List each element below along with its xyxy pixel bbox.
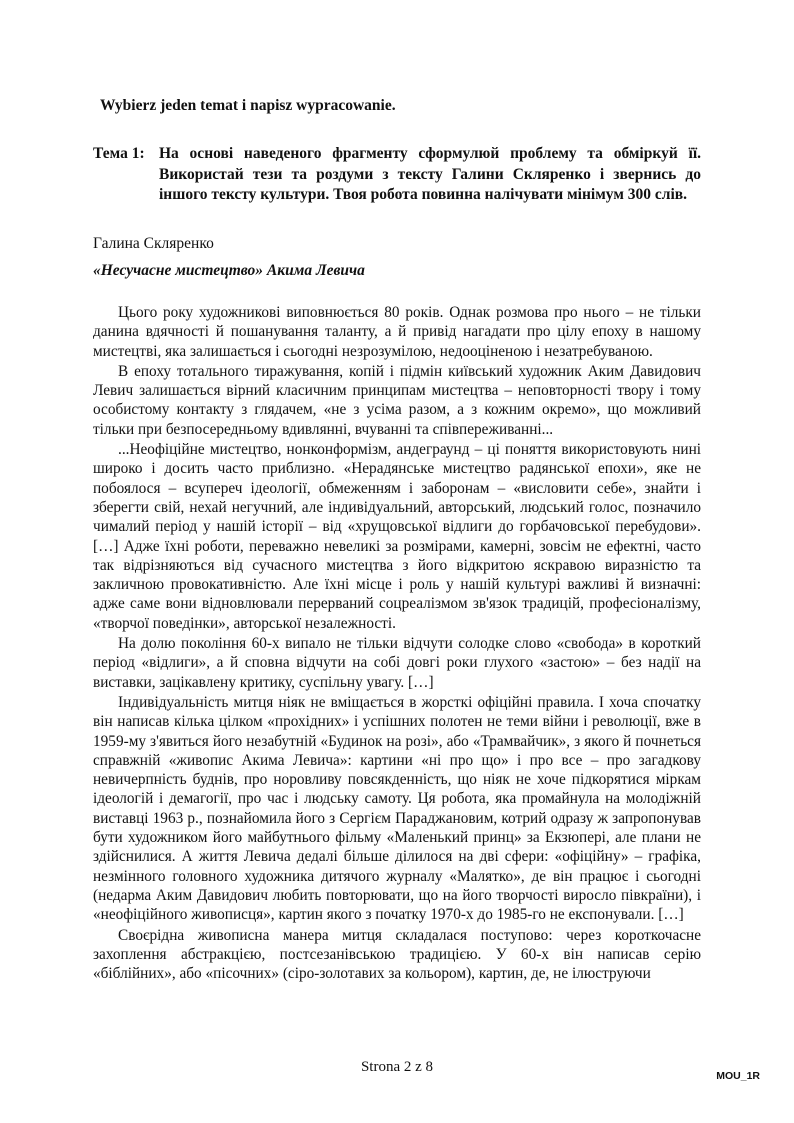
paragraph: Цього року художникові виповнюється 80 років. Однак розмова про нього – не тільки данина вдячності й пошанування таланту, а й привід нагадати про цілу епоху в нашому мистецтві, яка залишається і сьогодні незрозумілою, недооціненою і незатребуваною. [93,304,701,360]
paragraph: ...Неофіційне мистецтво, нонконформізм, андеграунд – ці поняття використовують нині широко і досить часто приблизно. «Нерадянське мистецтво радянської епохи», яке не побоялося – всупереч ідеології, обмеженням і заборонам – «висловити себе», знайти і зберегти свій, нехай негучний, але індивідуальний, авторський, людський голос, позначило чималий період у нашій історії – від «хрущовської відлиги до горбачовської перебудови». […] Адже їхні роботи, переважно невеликі за розмірами, камерні, зовсім не ефектні, часто так відрізняються від сучасного мистецтва з його відкритою яскравою виразністю та закличною провокативністю. Але їхні місце і роль у нашій культурі важливі й визначні: адже саме вони відновлювали перерваний соцреалізмом зв'язок традицій, професіоналізму, «творчої поведінки», авторської незалежності. [93,441,701,632]
paragraph: На долю покоління 60-х випало не тільки відчути солодке слово «свобода» в короткий період «відлиги», а й сповна відчути на собі довгі роки глухого «застою» – без надії на виставки, зацікавлену критику, суспільну увагу. […] [93,635,701,691]
topic-text: На основі наведеного фрагменту сформулюй проблему та обміркуй її. Використай тези та роздуми з тексту Галини Скляренко і звернись до іншого тексту культури. Твоя робота повинна налічувати мінімум 300 слів. [159,145,701,203]
page-number: Strona 2 z 8 [360,1059,434,1075]
exam-instruction: Wybierz jeden temat i napisz wypracowanie. [100,97,396,114]
paragraph: В епоху тотального тиражування, копій і підмін київський художник Аким Давидович Левич залишається вірний класичним принципам мистецтва – неповторності твору і тому особистому контакту з глядачем, «не з усіма разом, а з кожним окремо», що можливий тільки при безпосередньому вдивлянні, вчуванні та співпереживанні... [93,362,701,438]
topic-label: Тема 1: [93,145,145,162]
author-name: Галина Скляренко [93,235,214,252]
article-title: «Несучасне мистецтво» Акима Левича [93,262,365,279]
paragraph: Індивідуальність митця ніяк не вміщається в жорсткі офіційні правила. І хоча спочатку він написав кілька цілком «прохідних» і успішних полотен не теми війни і революції, вже в 1959-му з'явиться його незабутній «Будинок на розі», або «Трамвайчик», з якого й почнеться справжній «живопис Акима Левича»: картини «ні про що» і про все – про загадкову невичерпність буднів, про норовливу повсякденність, що ніяк не хоче підкорятися міркам ідеологій і демагогії, про час і людську самоту. Ця робота, яка промайнула на молодіжній виставці 1963 р., познайомила його з Сергієм Параджановим, котрий одразу ж запропонував бути художником його майбутнього фільму «Маленький принц» за Екзюпері, але плани не здійснилися. А життя Левича дедалі більше ділилося на дві сфери: «офіційну» – графіка, незмінного головного художника дитячого журналу «Малятко», де він працює і сьогодні (недарма Аким Давидович любить повторювати, що на його творчості виросло півкраїни), і «неофіційного живописця», картин якого з початку 1970-х до 1985-го не експонували. […] [93,693,701,924]
article-body [93,303,701,984]
exam-code: MOU_1R [716,1070,760,1082]
paragraph: Своєрідна живописна манера митця складалася поступово: через короткочасне захоплення абстракцією, постсезанівською традицією. У 60-х він написав серію «біблійних», або «пісочних» (сіро-золотавих за кольором), картин, де, не ілюструючи [93,926,701,983]
topic-block [93,144,701,206]
